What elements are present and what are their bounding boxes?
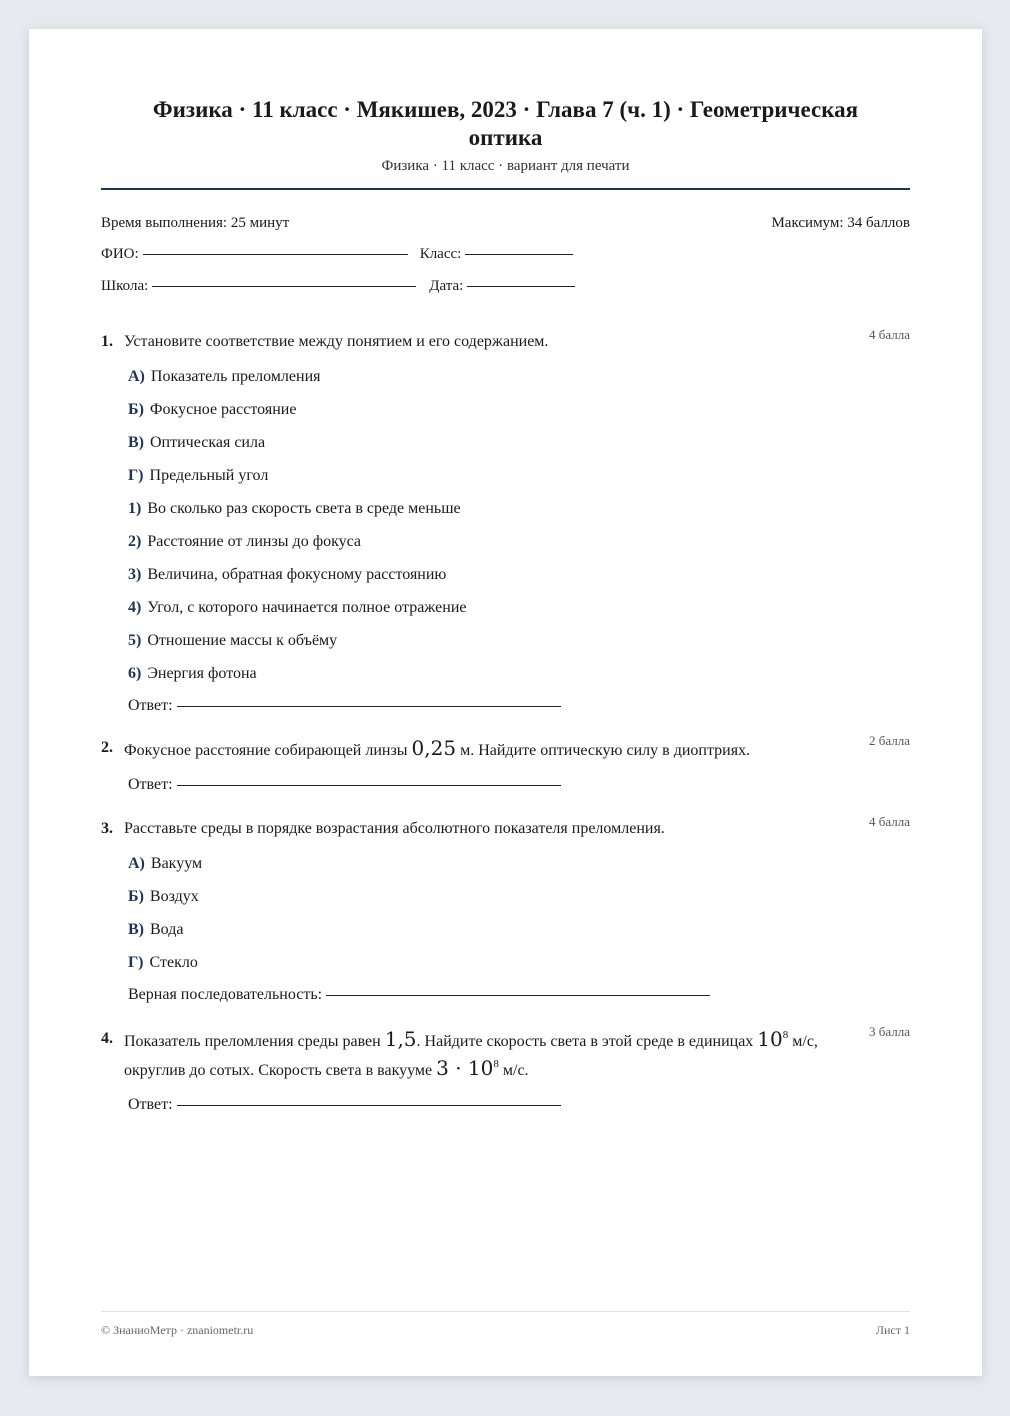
question-number: 1. [101,333,113,350]
school-date-row [101,278,910,295]
math-value: 1,5 [384,1027,417,1051]
option-text: Во сколько раз скорость света в среде меньше [147,500,461,517]
option-label: Б) [128,888,144,905]
option-label: 6) [128,665,142,682]
question-number: 4. [101,1030,113,1047]
answer-label: Ответ: [128,776,173,793]
page-content [101,29,910,1114]
answer-label: Верная последовательность: [128,986,323,1003]
fio-class-row [101,246,910,263]
answer-label: Ответ: [128,697,173,714]
date-label: Дата: [429,278,464,294]
option-text: Величина, обратная фокусному расстоянию [147,566,447,583]
question-text [124,1026,910,1084]
question-points: 4 балла [869,814,910,829]
math-value: 0,25 [411,736,457,760]
page-number: Лист 1 [875,1323,910,1337]
question-text-part: м/с. [498,1062,529,1079]
option-item [128,952,910,974]
math-exponent: 8 [782,1029,789,1041]
option-label: В) [128,921,144,938]
question-2 [101,733,910,794]
answer-row [128,697,910,715]
question-header [101,736,910,764]
option-text: Вакуум [150,855,203,872]
question-text-part: Показатель преломления среды равен [124,1033,385,1050]
page-footer [101,1311,910,1338]
fio-field[interactable] [143,253,408,255]
option-label: 1) [128,500,142,517]
option-text: Воздух [149,888,199,905]
math-value: 3 · 10 [436,1056,494,1080]
question-text-part: м. Найдите оптическую силу в диоптриях. [456,742,751,759]
option-label: 4) [128,599,142,616]
option-item [128,919,910,941]
max-score: Максимум: 34 баллов [771,215,910,231]
answer-label: Ответ: [128,1096,173,1113]
header-divider [101,188,910,190]
date-field[interactable] [467,285,575,287]
class-label: Класс: [419,246,462,262]
option-item [128,597,910,619]
question-header [101,333,910,355]
answer-field[interactable] [326,994,710,996]
question-text-part: м/с, округлив до сотых. Скорость света в вакууме [124,1033,818,1079]
question-header [101,1027,910,1084]
option-item [128,564,910,586]
option-text: Оптическая сила [150,434,266,451]
question-text: Установите соответствие между понятием и его содержанием. [124,333,549,350]
answer-field[interactable] [177,1104,561,1106]
option-item [128,432,910,454]
option-item [128,399,910,421]
time-limit: Время выполнения: 25 минут [101,215,290,231]
option-label: В) [128,434,144,451]
question-text-part: . Найдите скорость света в этой среде в единицах [416,1033,758,1050]
option-label: Б) [128,401,144,418]
option-text: Отношение массы к объёму [147,632,338,649]
fio-label: ФИО: [101,246,139,262]
option-label: А) [128,855,145,872]
question-text-part: Фокусное расстояние собирающей линзы [124,742,412,759]
option-label: 5) [128,632,142,649]
option-text: Угол, с которого начинается полное отражение [147,599,467,616]
answer-field[interactable] [177,784,561,786]
option-item [128,465,910,487]
question-text [124,735,910,764]
option-label: 2) [128,533,142,550]
answer-row [128,986,910,1004]
option-item [128,531,910,553]
option-item [128,498,910,520]
question-points: 4 балла [869,327,910,342]
option-label: 3) [128,566,142,583]
page-title: Физика · 11 класс · Мякишев, 2023 · Глава 7 (ч. 1) · Геометрическая оптика [152,97,859,150]
option-text: Вода [150,921,184,938]
question-number: 3. [101,820,113,837]
question-points: 2 балла [869,733,910,748]
answer-field[interactable] [177,705,561,707]
option-item [128,663,910,685]
option-text: Фокусное расстояние [149,401,297,418]
question-3 [101,814,910,1004]
question-4 [101,1024,910,1114]
option-label: Г) [128,954,144,971]
answer-row [128,1096,910,1114]
option-label: Г) [128,467,144,484]
option-text: Показатель преломления [150,368,321,385]
option-item [128,886,910,908]
footer-copyright: © ЗнаниоМетр · znaniometr.ru [101,1323,254,1337]
option-text: Расстояние от линзы до фокуса [147,533,362,550]
option-item [128,853,910,875]
page-subtitle: Физика · 11 класс · вариант для печати [381,158,630,174]
question-points: 3 балла [869,1024,910,1039]
meta-row [101,215,910,232]
answer-row [128,776,910,794]
option-item [128,630,910,652]
option-text: Стекло [149,954,198,971]
school-label: Школа: [101,278,149,294]
math-value: 10 [757,1027,783,1051]
question-text: Расставьте среды в порядке возрастания абсолютного показателя преломления. [124,820,665,837]
option-item [128,366,910,388]
option-text: Энергия фотона [147,665,257,682]
option-text: Предельный угол [149,467,269,484]
math-exponent: 8 [493,1058,499,1070]
school-field[interactable] [152,285,416,287]
question-header [101,820,910,842]
question-number: 2. [101,739,113,756]
question-1 [101,327,910,715]
class-field[interactable] [465,253,573,255]
option-label: А) [128,368,145,385]
worksheet-page [29,29,982,1376]
